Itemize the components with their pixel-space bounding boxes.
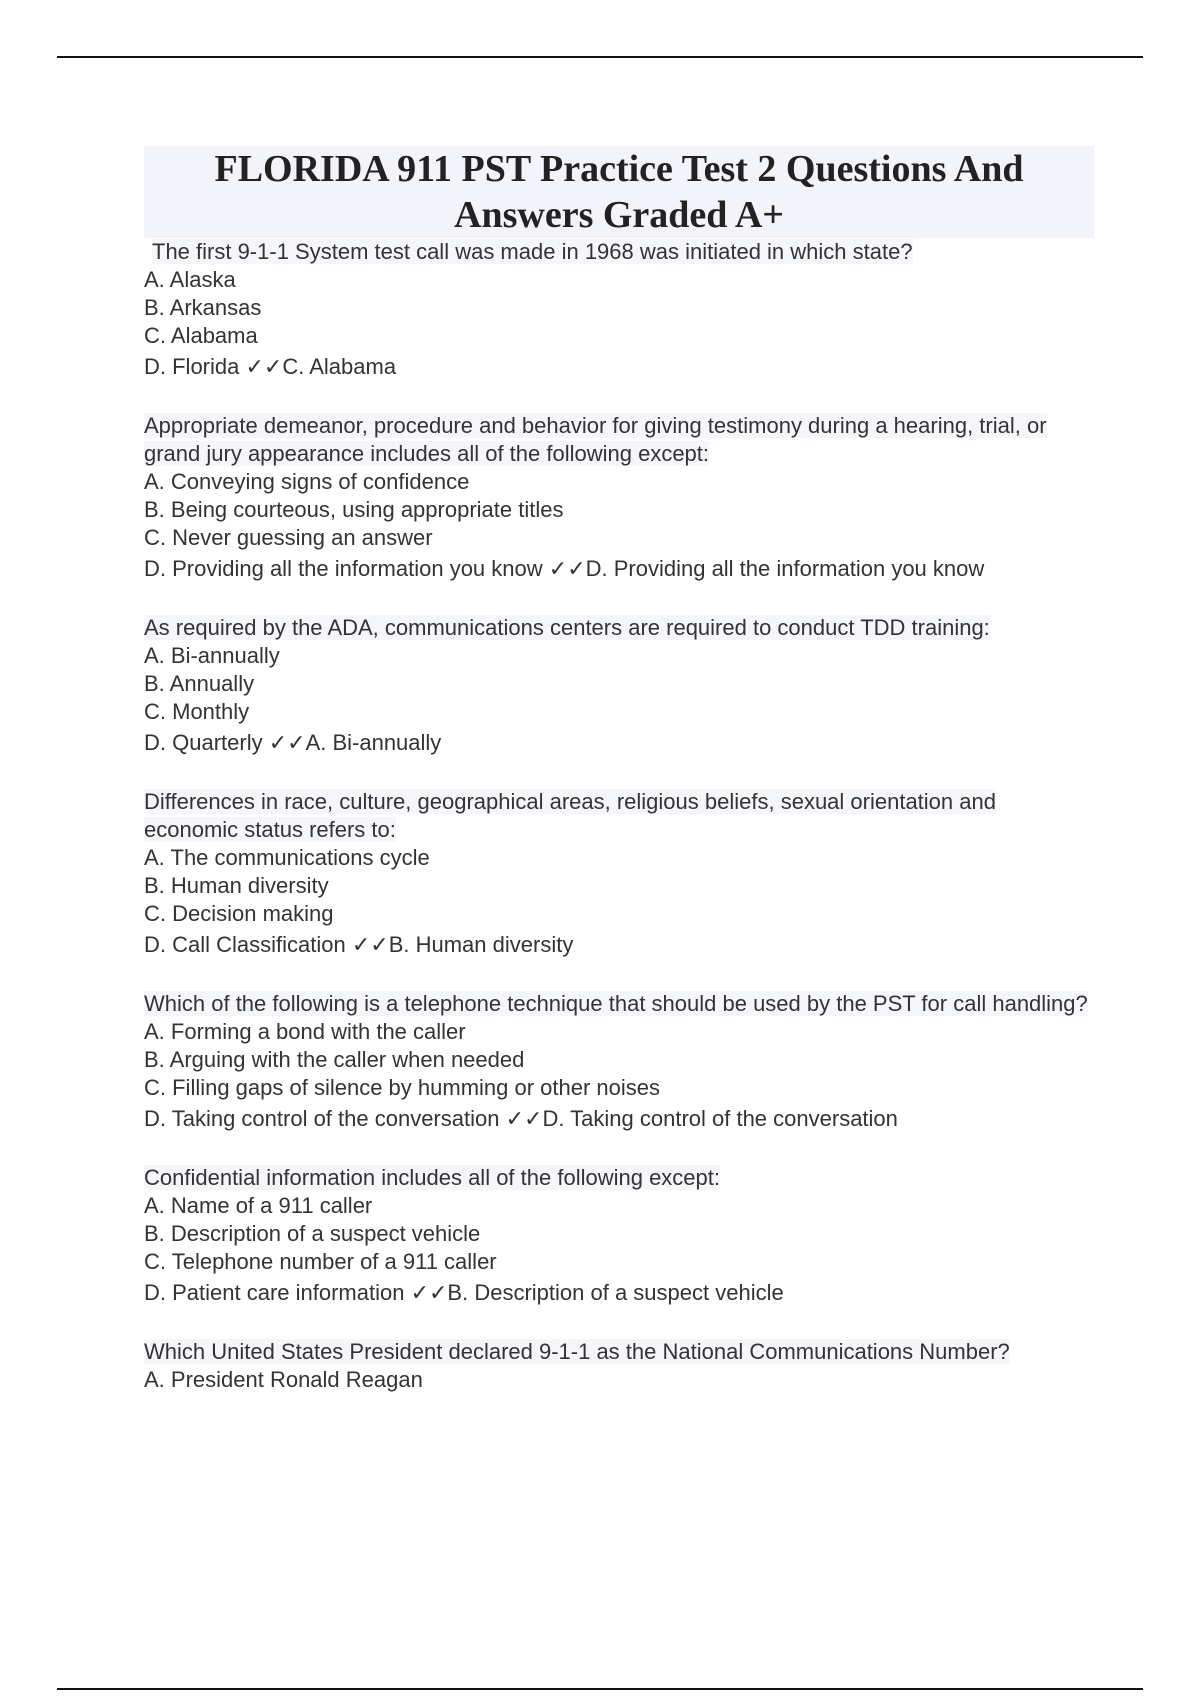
answer-option: A. President Ronald Reagan	[144, 1367, 423, 1392]
bottom-rule	[57, 1688, 1143, 1690]
answer-option-with-key: D. Call Classification ✓✓B. Human diversity	[144, 932, 574, 957]
answer-option: B. Annually	[144, 671, 255, 696]
question-list	[144, 238, 1094, 1394]
answer-option: B. Arguing with the caller when needed	[144, 1047, 525, 1072]
question-text: The first 9-1-1 System test call was made in 1968 was initiated in which state?	[152, 239, 913, 264]
question-item	[144, 990, 1094, 1136]
answer-option: A. Name of a 911 caller	[144, 1193, 373, 1218]
question-item	[144, 412, 1094, 586]
question-text: Differences in race, culture, geographical areas, religious beliefs, sexual orientation and economic status refers to:	[144, 789, 996, 842]
answer-option: C. Decision making	[144, 901, 334, 926]
answer-option: B. Human diversity	[144, 873, 329, 898]
answer-option: C. Alabama	[144, 323, 258, 348]
page-title: FLORIDA 911 PST Practice Test 2 Questions And Answers Graded A+	[144, 146, 1094, 238]
answer-option: B. Description of a suspect vehicle	[144, 1221, 481, 1246]
answer-option-with-key: D. Providing all the information you know ✓✓D. Providing all the information you know	[144, 556, 985, 581]
answer-option: B. Being courteous, using appropriate titles	[144, 497, 564, 522]
document-body	[144, 146, 1094, 1422]
answer-option-with-key: D. Patient care information ✓✓B. Description of a suspect vehicle	[144, 1280, 784, 1305]
answer-option: C. Never guessing an answer	[144, 525, 433, 550]
question-item	[144, 1338, 1094, 1394]
question-text: Confidential information includes all of the following except:	[144, 1165, 720, 1190]
answer-option: A. Conveying signs of confidence	[144, 469, 470, 494]
answer-option: A. Alaska	[144, 267, 236, 292]
top-rule	[57, 56, 1143, 58]
answer-option: B. Arkansas	[144, 295, 262, 320]
question-item	[144, 788, 1094, 962]
question-text: Which of the following is a telephone technique that should be used by the PST for call handling?	[144, 991, 1088, 1016]
answer-option: A. The communications cycle	[144, 845, 430, 870]
question-text: Which United States President declared 9-1-1 as the National Communications Number?	[144, 1339, 1010, 1364]
question-item	[144, 238, 1094, 384]
answer-option: A. Bi-annually	[144, 643, 280, 668]
answer-option-with-key: D. Taking control of the conversation ✓✓D. Taking control of the conversation	[144, 1106, 898, 1131]
question-text: As required by the ADA, communications centers are required to conduct TDD training:	[144, 615, 990, 640]
answer-option-with-key: D. Florida ✓✓C. Alabama	[144, 354, 397, 379]
question-item	[144, 1164, 1094, 1310]
answer-option: C. Telephone number of a 911 caller	[144, 1249, 497, 1274]
answer-option-with-key: D. Quarterly ✓✓A. Bi-annually	[144, 730, 442, 755]
answer-option: C. Monthly	[144, 699, 250, 724]
question-text: Appropriate demeanor, procedure and behavior for giving testimony during a hearing, trial, or grand jury appearance includes all of the following except:	[144, 413, 1047, 466]
question-item	[144, 614, 1094, 760]
answer-option: C. Filling gaps of silence by humming or other noises	[144, 1075, 661, 1100]
answer-option: A. Forming a bond with the caller	[144, 1019, 466, 1044]
